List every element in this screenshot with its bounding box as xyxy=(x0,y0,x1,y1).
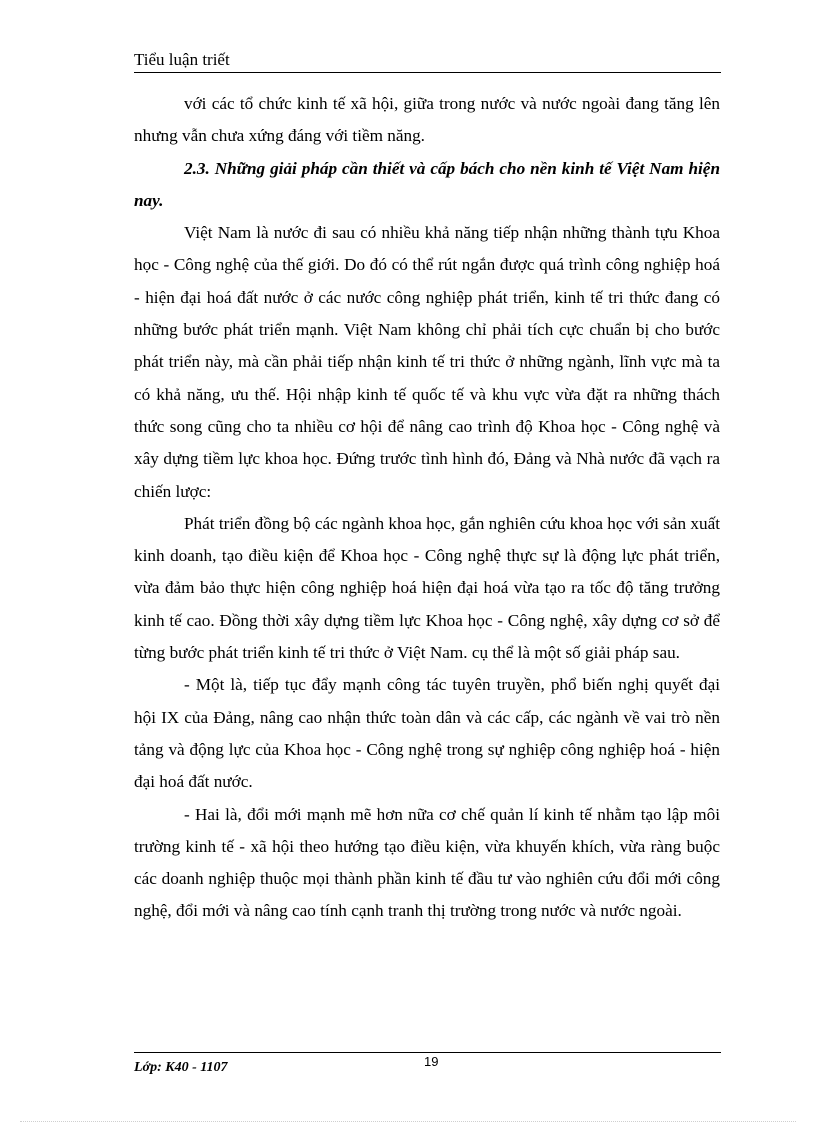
document-body xyxy=(134,88,720,928)
paragraph-solution-1: - Một là, tiếp tục đẩy mạnh công tác tuyên truyền, phổ biến nghị quyết đại hội IX của Đảng, nâng cao nhận thức toàn dân và các cấp, các ngành về vai trò nền tảng và động lực của Khoa học - Công nghệ trong sự nghiệp công nghiệp hoá - hiện đại hoá đất nước. xyxy=(134,675,720,792)
page-edge-divider xyxy=(20,1121,796,1122)
page-header xyxy=(134,50,721,73)
page-number: 19 xyxy=(424,1054,439,1069)
page-footer xyxy=(134,1052,721,1083)
section-heading: 2.3. Những giải pháp cần thiết và cấp bách cho nền kinh tế Việt Nam hiện nay. xyxy=(134,158,720,210)
paragraph: Phát triển đồng bộ các ngành khoa học, gắn nghiên cứu khoa học với sản xuất kinh doanh, tạo điều kiện để Khoa học - Công nghệ thực sự là động lực phát triển, vừa đảm bảo thực hiện công nghiệp hoá hiện đại hoá vừa tạo ra tốc độ tăng trưởng kinh tế cao. Đồng thời xây dựng tiềm lực Khoa học - Công nghệ, xây dựng cơ sở để từng bước phát triển kinh tế tri thức ở Việt Nam. cụ thể là một số giải pháp sau. xyxy=(134,513,720,663)
paragraph-solution-2: - Hai là, đổi mới mạnh mẽ hơn nữa cơ chế quản lí kinh tế nhằm tạo lập môi trường kinh tế - xã hội theo hướng tạo điều kiện, vừa khuyến khích, vừa ràng buộc các doanh nghiệp thuộc mọi thành phần kinh tế đầu tư vào nghiên cứu đổi mới công nghệ, đổi mới và nâng cao tính cạnh tranh thị trường trong nước và nước ngoài. xyxy=(134,804,720,921)
footer-class-label: Lớp: K40 - 1107 xyxy=(134,1060,228,1075)
paragraph: Việt Nam là nước đi sau có nhiều khả năng tiếp nhận những thành tựu Khoa học - Công nghệ của thế giới. Do đó có thể rút ngắn được quá trình công nghiệp hoá - hiện đại hoá đất nước ở các nước công nghiệp phát triển, kinh tế tri thức đang có những bước phát triển mạnh. Việt Nam không chỉ phải tích cực chuẩn bị cho bước phát triển này, mà cần phải tiếp nhận kinh tế tri thức ở những ngành, lĩnh vực mà ta có khả năng, ưu thế. Hội nhập kinh tế quốc tế và khu vực vừa đặt ra những thách thức song cũng cho ta nhiều cơ hội để nâng cao trình độ Khoa học - Công nghệ và xây dựng tiềm lực khoa học. Đứng trước tình hình đó, Đảng và Nhà nước đã vạch ra chiến lược: xyxy=(134,223,720,501)
paragraph-continuation: với các tổ chức kinh tế xã hội, giữa trong nước và nước ngoài đang tăng lên nhưng vẫn chưa xứng đáng với tiềm năng. xyxy=(134,94,720,146)
header-title: Tiểu luận triết xyxy=(134,50,230,69)
